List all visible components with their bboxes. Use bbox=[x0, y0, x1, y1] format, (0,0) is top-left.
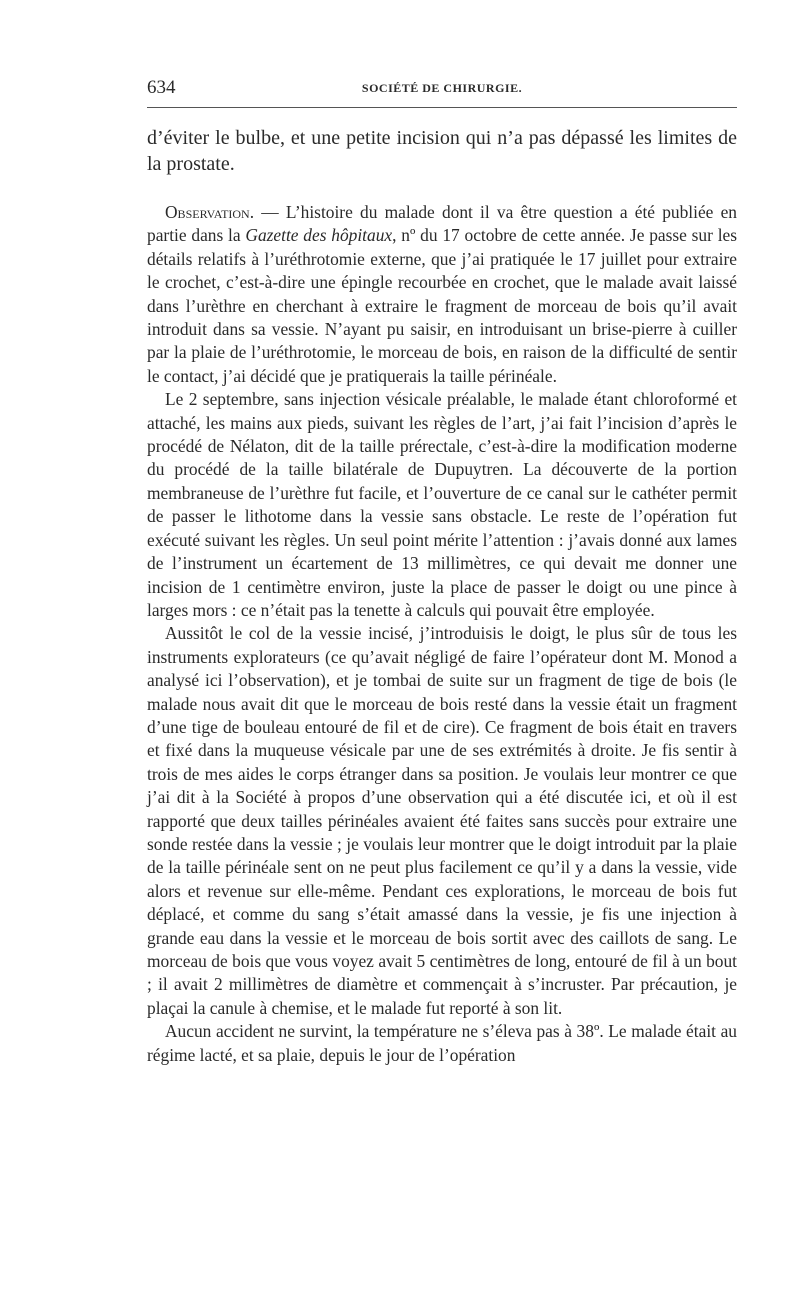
observation-paragraph-2: Le 2 septembre, sans injection vésicale préalable, le malade étant chloroformé et attaché, les mains aux pieds, suivant les règles de l’art, j’ai fait l’incision d’après le procédé de Nélaton, dit de la taille prérectale, c’est-à-dire la modification moderne du procédé de la taille bilatérale de Dupuytren. La découverte de la portion membraneuse de l’urèthre fut facile, et l’ouverture de ce canal sur le cathéter permit de passer le lithotome dans la vessie sans obstacle. Le reste de l’opération fut exécuté suivant les règles. Un seul point mérite l’attention : j’avais donné aux lames de l’instrument un écartement de 13 millimètres, ce qui devait me donner une incision de 1 centimètre environ, juste la place de passer le doigt ou une pince à larges mors : ce n’était pas la tenette à calculs qui pouvait être employée. bbox=[147, 389, 737, 620]
journal-title: Gazette des hôpitaux bbox=[245, 225, 393, 246]
observation-body bbox=[147, 201, 737, 1067]
header-rule bbox=[147, 107, 737, 108]
observation-paragraph-4: Aucun accident ne survint, la température ne s’éleva pas à 38º. Le malade était au régime lacté, et sa plaie, depuis le jour de l’opération bbox=[147, 1021, 737, 1065]
intro-paragraph: d’éviter le bulbe, et une petite incision qui n’a pas dépassé les limites de la prostate. bbox=[147, 127, 737, 175]
observation-text-b: , nº du 17 octobre de cette année. Je passe sur les détails relatifs à l’uréthrotomie externe, que j’ai pratiquée le 17 juillet pour extraire le crochet, c’est-à-dire une épingle recourbée en crochet, que le malade avait laissé dans l’urèthre en cherchant à extraire le fragment de morceau de bois qu’il avait introduit dans sa vessie. N’ayant pu saisir, en introduisant un brise-pierre à cuiller par la plaie de l’uréthrotomie, le morceau de bois, en raison de la difficulté de sentir le contact, j’ai décidé que je pratiquerais la taille périnéale. bbox=[147, 225, 738, 386]
observation-text-a: — L’histoire du malade dont il va être question a été publiée en partie dans la bbox=[147, 202, 737, 246]
observation-paragraph-1 bbox=[147, 201, 737, 388]
page-header bbox=[147, 77, 737, 101]
observation-paragraph-3: Aussitôt le col de la vessie incisé, j’introduisis le doigt, le plus sûr de tous les instruments explorateurs (ce qu’avait négligé de faire l’opérateur dont M. Monod a analysé ici l’observation), et je tombai de suite sur un fragment de tige de bois (le malade nous avait dit que le morceau de bois resté dans la vessie était un fragment d’une tige de bouleau entouré de fil et de cire). Ce fragment de bois était en travers et fixé dans la muqueuse vésicale par une de ses extrémités à droite. Je fis sentir à trois de mes aides le corps étranger dans sa position. Je voulais leur montrer ce que j’ai dit à la Société à propos d’une observation qui a été discutée ici, et où il est rapporté que deux tailles périnéales avaient été faites sans succès pour extraire une sonde restée dans la vessie ; je voulais leur montrer que le doigt introduit par la plaie de la taille périnéale sent on ne peut plus facilement ce qu’il y a dans la vessie, vide alors et revenue sur elle-même. Pendant ces explorations, le morceau de bois fut déplacé, et comme du sang s’était amassé dans la vessie, je fis une injection à grande eau dans la vessie et le morceau de bois sortit avec des caillots de sang. Le morceau de bois que vous voyez avait 5 centimètres de long, entouré de fil à un bout ; il avait 2 millimètres de diamètre et commençait à s’incruster. Par précaution, je plaçai la canule à chemise, et le malade fut reporté à son lit. bbox=[147, 623, 737, 1018]
observation-label: Observation. bbox=[165, 202, 255, 222]
running-head: SOCIÉTÉ DE CHIRURGIE. bbox=[361, 81, 523, 95]
page-number: 634 bbox=[147, 77, 176, 98]
